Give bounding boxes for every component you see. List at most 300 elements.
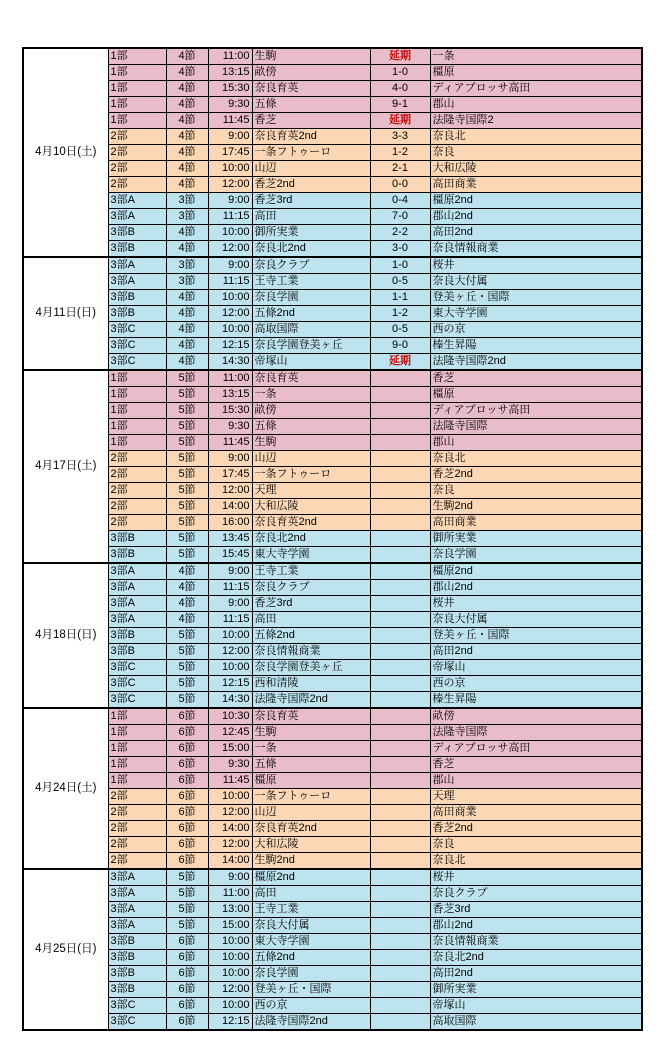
score-cell (370, 515, 430, 531)
round-cell: 6節 (166, 805, 208, 821)
home-team-cell: 奈良学園登美ヶ丘 (252, 338, 370, 354)
time-cell: 9:00 (208, 129, 252, 145)
table-row (23, 467, 642, 483)
table-row (23, 515, 642, 531)
time-cell: 10:00 (208, 950, 252, 966)
away-team-cell: 桜井 (430, 596, 642, 612)
score-cell (370, 886, 430, 902)
table-row (23, 290, 642, 306)
time-cell: 12:15 (208, 676, 252, 692)
away-team-cell: 奈良大付属 (430, 274, 642, 290)
division-cell: 3部A (108, 886, 166, 902)
score-cell (370, 725, 430, 741)
division-cell: 1部 (108, 113, 166, 129)
away-team-cell: 御所実業 (430, 531, 642, 547)
division-cell: 3部B (108, 531, 166, 547)
time-cell: 10:00 (208, 322, 252, 338)
home-team-cell: 香芝 (252, 113, 370, 129)
round-cell: 4節 (166, 563, 208, 580)
score-cell (370, 982, 430, 998)
round-cell: 5節 (166, 918, 208, 934)
score-cell (370, 547, 430, 564)
round-cell: 3節 (166, 274, 208, 290)
round-cell: 6節 (166, 773, 208, 789)
away-team-cell: 奈良北 (430, 129, 642, 145)
away-team-cell: 登美ヶ丘・国際 (430, 628, 642, 644)
round-cell: 4節 (166, 129, 208, 145)
away-team-cell: 登美ヶ丘・国際 (430, 290, 642, 306)
home-team-cell: 高取国際 (252, 322, 370, 338)
away-team-cell: 郡山 (430, 97, 642, 113)
table-row (23, 419, 642, 435)
division-cell: 1部 (108, 48, 166, 65)
round-cell: 6節 (166, 966, 208, 982)
away-team-cell: 奈良北2nd (430, 950, 642, 966)
table-row (23, 660, 642, 676)
score-cell: 延期 (370, 113, 430, 129)
home-team-cell: 奈良北2nd (252, 241, 370, 258)
away-team-cell: 大和広陵 (430, 161, 642, 177)
division-cell: 2部 (108, 467, 166, 483)
home-team-cell: 西の京 (252, 998, 370, 1014)
division-cell: 1部 (108, 419, 166, 435)
home-team-cell: 生駒 (252, 725, 370, 741)
home-team-cell: 法隆寺国際2nd (252, 692, 370, 709)
time-cell: 14:00 (208, 821, 252, 837)
table-row (23, 145, 642, 161)
away-team-cell: 奈良北 (430, 853, 642, 870)
time-cell: 12:00 (208, 982, 252, 998)
home-team-cell: 五條2nd (252, 628, 370, 644)
home-team-cell: 一条 (252, 387, 370, 403)
home-team-cell: 奈良北2nd (252, 531, 370, 547)
score-cell: 延期 (370, 354, 430, 371)
division-cell: 2部 (108, 837, 166, 853)
time-cell: 12:00 (208, 644, 252, 660)
round-cell: 4節 (166, 145, 208, 161)
score-cell: 1-2 (370, 145, 430, 161)
table-row (23, 97, 642, 113)
round-cell: 3節 (166, 193, 208, 209)
score-cell (370, 837, 430, 853)
round-cell: 6節 (166, 837, 208, 853)
score-cell: 9-1 (370, 97, 430, 113)
score-cell: 1-0 (370, 65, 430, 81)
home-team-cell: 香芝2nd (252, 177, 370, 193)
round-cell: 5節 (166, 370, 208, 387)
date-cell: 4月24日(土) (23, 708, 108, 869)
table-row (23, 483, 642, 499)
score-cell (370, 451, 430, 467)
division-cell: 3部B (108, 950, 166, 966)
division-cell: 3部A (108, 596, 166, 612)
division-cell: 3部C (108, 676, 166, 692)
home-team-cell: 法隆寺国際2nd (252, 1014, 370, 1031)
score-cell (370, 966, 430, 982)
home-team-cell: 橿原2nd (252, 869, 370, 886)
away-team-cell: 高田商業 (430, 805, 642, 821)
score-cell (370, 789, 430, 805)
score-cell (370, 902, 430, 918)
table-row (23, 81, 642, 97)
round-cell: 6節 (166, 789, 208, 805)
time-cell: 11:15 (208, 274, 252, 290)
score-cell (370, 403, 430, 419)
table-row (23, 644, 642, 660)
table-row (23, 1014, 642, 1031)
round-cell: 5節 (166, 451, 208, 467)
home-team-cell: 五條2nd (252, 306, 370, 322)
table-row (23, 918, 642, 934)
division-cell: 3部A (108, 580, 166, 596)
home-team-cell: 生駒 (252, 48, 370, 65)
score-cell (370, 805, 430, 821)
division-cell: 2部 (108, 853, 166, 870)
time-cell: 11:00 (208, 48, 252, 65)
division-cell: 3部A (108, 869, 166, 886)
away-team-cell: 高田2nd (430, 644, 642, 660)
round-cell: 5節 (166, 387, 208, 403)
score-cell: 4-0 (370, 81, 430, 97)
division-cell: 1部 (108, 387, 166, 403)
time-cell: 10:00 (208, 998, 252, 1014)
division-cell: 3部B (108, 306, 166, 322)
away-team-cell: ディアブロッサ高田 (430, 741, 642, 757)
score-cell (370, 628, 430, 644)
time-cell: 12:15 (208, 1014, 252, 1031)
away-team-cell: 高取国際 (430, 1014, 642, 1031)
score-cell (370, 757, 430, 773)
score-cell: 7-0 (370, 209, 430, 225)
division-cell: 1部 (108, 370, 166, 387)
time-cell: 11:45 (208, 435, 252, 451)
away-team-cell: 帝塚山 (430, 998, 642, 1014)
division-cell: 3部C (108, 322, 166, 338)
round-cell: 3節 (166, 257, 208, 274)
home-team-cell: 奈良学園 (252, 290, 370, 306)
away-team-cell: 橿原2nd (430, 563, 642, 580)
time-cell: 11:00 (208, 886, 252, 902)
table-row (23, 757, 642, 773)
time-cell: 9:30 (208, 97, 252, 113)
table-row (23, 982, 642, 998)
division-cell: 3部A (108, 612, 166, 628)
division-cell: 3部B (108, 644, 166, 660)
away-team-cell: 橿原2nd (430, 193, 642, 209)
time-cell: 14:00 (208, 853, 252, 870)
division-cell: 2部 (108, 145, 166, 161)
time-cell: 9:30 (208, 757, 252, 773)
home-team-cell: 奈良育英 (252, 81, 370, 97)
round-cell: 3節 (166, 209, 208, 225)
time-cell: 11:45 (208, 773, 252, 789)
division-cell: 1部 (108, 435, 166, 451)
division-cell: 3部A (108, 563, 166, 580)
home-team-cell: 橿原 (252, 773, 370, 789)
round-cell: 4節 (166, 225, 208, 241)
home-team-cell: 一条フトゥーロ (252, 145, 370, 161)
away-team-cell: 西の京 (430, 322, 642, 338)
time-cell: 9:00 (208, 193, 252, 209)
table-row (23, 451, 642, 467)
home-team-cell: 奈良育英2nd (252, 129, 370, 145)
division-cell: 1部 (108, 757, 166, 773)
away-team-cell: 桜井 (430, 869, 642, 886)
division-cell: 2部 (108, 789, 166, 805)
score-cell: 3-3 (370, 129, 430, 145)
division-cell: 2部 (108, 821, 166, 837)
home-team-cell: 五條 (252, 757, 370, 773)
date-cell: 4月10日(土) (23, 48, 108, 257)
away-team-cell: 生駒2nd (430, 499, 642, 515)
away-team-cell: 奈良情報商業 (430, 241, 642, 258)
table-row (23, 113, 642, 129)
away-team-cell: 桜井 (430, 257, 642, 274)
round-cell: 5節 (166, 483, 208, 499)
time-cell: 11:15 (208, 209, 252, 225)
away-team-cell: 奈良 (430, 145, 642, 161)
score-cell (370, 435, 430, 451)
round-cell: 4節 (166, 161, 208, 177)
table-row (23, 869, 642, 886)
score-cell: 延期 (370, 48, 430, 65)
table-row (23, 628, 642, 644)
table-row (23, 241, 642, 258)
division-cell: 2部 (108, 483, 166, 499)
score-cell (370, 370, 430, 387)
home-team-cell: 奈良大付属 (252, 918, 370, 934)
table-row (23, 563, 642, 580)
time-cell: 9:00 (208, 257, 252, 274)
score-cell: 2-2 (370, 225, 430, 241)
table-row (23, 612, 642, 628)
round-cell: 4節 (166, 48, 208, 65)
round-cell: 5節 (166, 628, 208, 644)
schedule-body (23, 48, 642, 1030)
time-cell: 10:00 (208, 934, 252, 950)
round-cell: 5節 (166, 547, 208, 564)
table-row (23, 65, 642, 81)
table-row (23, 692, 642, 709)
division-cell: 1部 (108, 81, 166, 97)
score-cell (370, 934, 430, 950)
time-cell: 12:00 (208, 483, 252, 499)
table-row (23, 966, 642, 982)
away-team-cell: 法隆寺国際2 (430, 113, 642, 129)
time-cell: 9:30 (208, 419, 252, 435)
table-row (23, 725, 642, 741)
away-team-cell: 西の京 (430, 676, 642, 692)
score-cell: 1-2 (370, 306, 430, 322)
round-cell: 5節 (166, 902, 208, 918)
score-cell (370, 950, 430, 966)
time-cell: 17:45 (208, 145, 252, 161)
time-cell: 9:00 (208, 596, 252, 612)
score-cell (370, 499, 430, 515)
score-cell: 0-4 (370, 193, 430, 209)
round-cell: 6節 (166, 821, 208, 837)
away-team-cell: 法隆寺国際 (430, 419, 642, 435)
match-schedule-table (22, 47, 643, 1031)
division-cell: 3部C (108, 692, 166, 709)
time-cell: 14:30 (208, 354, 252, 371)
division-cell: 1部 (108, 773, 166, 789)
away-team-cell: ディアブロッサ高田 (430, 81, 642, 97)
time-cell: 10:00 (208, 225, 252, 241)
round-cell: 5節 (166, 419, 208, 435)
round-cell: 5節 (166, 499, 208, 515)
table-row (23, 370, 642, 387)
away-team-cell: 香芝 (430, 370, 642, 387)
away-team-cell: 奈良クラブ (430, 886, 642, 902)
score-cell (370, 773, 430, 789)
score-cell (370, 419, 430, 435)
away-team-cell: 奈良 (430, 483, 642, 499)
round-cell: 4節 (166, 354, 208, 371)
time-cell: 10:00 (208, 789, 252, 805)
score-cell (370, 741, 430, 757)
away-team-cell: 奈良学園 (430, 547, 642, 564)
home-team-cell: 五條2nd (252, 950, 370, 966)
home-team-cell: 王寺工業 (252, 902, 370, 918)
home-team-cell: 西和清陵 (252, 676, 370, 692)
time-cell: 12:00 (208, 177, 252, 193)
round-cell: 4節 (166, 338, 208, 354)
time-cell: 11:45 (208, 113, 252, 129)
time-cell: 15:30 (208, 403, 252, 419)
division-cell: 3部A (108, 193, 166, 209)
away-team-cell: 香芝2nd (430, 821, 642, 837)
away-team-cell: 法隆寺国際2nd (430, 354, 642, 371)
time-cell: 11:15 (208, 580, 252, 596)
round-cell: 4節 (166, 596, 208, 612)
division-cell: 3部C (108, 660, 166, 676)
date-cell: 4月11日(日) (23, 257, 108, 370)
table-row (23, 129, 642, 145)
time-cell: 15:00 (208, 741, 252, 757)
division-cell: 3部A (108, 209, 166, 225)
away-team-cell: 東大寺学園 (430, 306, 642, 322)
table-row (23, 354, 642, 371)
score-cell (370, 612, 430, 628)
time-cell: 13:15 (208, 65, 252, 81)
table-row (23, 257, 642, 274)
round-cell: 6節 (166, 998, 208, 1014)
division-cell: 2部 (108, 129, 166, 145)
time-cell: 12:15 (208, 338, 252, 354)
home-team-cell: 奈良学園登美ヶ丘 (252, 660, 370, 676)
time-cell: 10:00 (208, 660, 252, 676)
score-cell: 3-0 (370, 241, 430, 258)
score-cell (370, 998, 430, 1014)
division-cell: 1部 (108, 97, 166, 113)
score-cell (370, 660, 430, 676)
score-cell: 2-1 (370, 161, 430, 177)
score-cell (370, 531, 430, 547)
round-cell: 5節 (166, 467, 208, 483)
table-row (23, 853, 642, 870)
home-team-cell: 一条フトゥーロ (252, 789, 370, 805)
away-team-cell: 郡山2nd (430, 918, 642, 934)
round-cell: 5節 (166, 676, 208, 692)
score-cell (370, 1014, 430, 1031)
away-team-cell: 高田商業 (430, 177, 642, 193)
away-team-cell: 橿原 (430, 65, 642, 81)
round-cell: 6節 (166, 853, 208, 870)
round-cell: 6節 (166, 741, 208, 757)
home-team-cell: 生駒2nd (252, 853, 370, 870)
round-cell: 4節 (166, 612, 208, 628)
away-team-cell: 奈良大付属 (430, 612, 642, 628)
table-row (23, 998, 642, 1014)
table-row (23, 161, 642, 177)
score-cell (370, 821, 430, 837)
home-team-cell: 大和広陵 (252, 837, 370, 853)
time-cell: 13:45 (208, 531, 252, 547)
division-cell: 3部C (108, 1014, 166, 1031)
away-team-cell: 郡山 (430, 435, 642, 451)
round-cell: 6節 (166, 1014, 208, 1031)
table-row (23, 48, 642, 65)
round-cell: 4節 (166, 580, 208, 596)
away-team-cell: 畝傍 (430, 708, 642, 725)
division-cell: 3部A (108, 257, 166, 274)
away-team-cell: 香芝3rd (430, 902, 642, 918)
division-cell: 1部 (108, 741, 166, 757)
round-cell: 5節 (166, 531, 208, 547)
table-row (23, 531, 642, 547)
away-team-cell: 御所実業 (430, 982, 642, 998)
table-row (23, 886, 642, 902)
home-team-cell: 奈良クラブ (252, 580, 370, 596)
home-team-cell: 五條 (252, 97, 370, 113)
time-cell: 16:00 (208, 515, 252, 531)
score-cell (370, 483, 430, 499)
score-cell (370, 467, 430, 483)
round-cell: 6節 (166, 708, 208, 725)
division-cell: 3部B (108, 628, 166, 644)
time-cell: 9:00 (208, 563, 252, 580)
home-team-cell: 奈良育英2nd (252, 515, 370, 531)
home-team-cell: 山辺 (252, 805, 370, 821)
time-cell: 12:00 (208, 805, 252, 821)
table-row (23, 499, 642, 515)
home-team-cell: 天理 (252, 483, 370, 499)
home-team-cell: 奈良情報商業 (252, 644, 370, 660)
division-cell: 2部 (108, 451, 166, 467)
round-cell: 6節 (166, 725, 208, 741)
home-team-cell: 山辺 (252, 161, 370, 177)
home-team-cell: 王寺工業 (252, 274, 370, 290)
score-cell (370, 692, 430, 709)
home-team-cell: 香芝3rd (252, 193, 370, 209)
time-cell: 11:15 (208, 612, 252, 628)
home-team-cell: 高田 (252, 612, 370, 628)
table-row (23, 177, 642, 193)
score-cell: 0-5 (370, 274, 430, 290)
division-cell: 3部B (108, 547, 166, 564)
home-team-cell: 奈良学園 (252, 966, 370, 982)
away-team-cell: 奈良情報商業 (430, 934, 642, 950)
table-row (23, 821, 642, 837)
division-cell: 2部 (108, 161, 166, 177)
table-row (23, 837, 642, 853)
round-cell: 5節 (166, 403, 208, 419)
table-row (23, 789, 642, 805)
round-cell: 6節 (166, 934, 208, 950)
round-cell: 5節 (166, 435, 208, 451)
time-cell: 10:00 (208, 161, 252, 177)
